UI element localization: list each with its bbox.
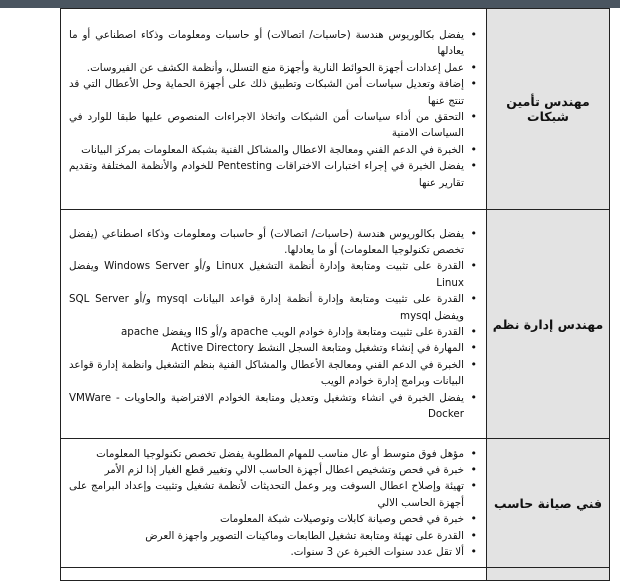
next-row-title-cell xyxy=(487,568,610,581)
list-item: • الخبرة في الدعم الفني ومعالجة الأعطال والمشاكل الفنية بنظم التشغيل وانظمة إدارة قواعد البيانات وبرامج إدارة خوادم الويب xyxy=(69,357,464,390)
requirements-cell xyxy=(61,210,487,439)
list-item: • يفضل بكالوريوس هندسة (حاسبات/ اتصالات) أو حاسبات ومعلومات وذكاء اصطناعي (يفضل تخصص تكنولوجيا المعلومات) أو ما يعادلها. xyxy=(69,226,464,259)
job-title-computer-maintenance: فني صيانة حاسب xyxy=(487,439,610,568)
list-item: • القدرة على تثبيت ومتابعة وإدارة خوادم الويب apache و/أو IIS ويفضل apache xyxy=(69,324,464,340)
table-row xyxy=(61,9,610,210)
list-item: • القدرة على تثبيت ومتابعة وإدارة أنظمة إدارة قواعد البيانات mysql و/أو SQL Server ويفضل mysql xyxy=(69,291,464,324)
table-row xyxy=(61,210,610,439)
list-item: • القدرة على تثبيت ومتابعة وإدارة أنظمة التشغيل Linux و/أو Windows Server ويفضل Linux xyxy=(69,258,464,291)
job-requirements-table xyxy=(60,8,610,581)
requirements-list xyxy=(69,446,480,561)
list-item: • مؤهل فوق متوسط أو عال مناسب للمهام المطلوبة يفضل تخصص تكنولوجيا المعلومات xyxy=(69,446,464,462)
list-item: • القدرة على تهيئة ومتابعة تشغيل الطابعات وماكينات التصوير واجهزة العرض xyxy=(69,528,464,544)
table-row xyxy=(61,439,610,568)
window-top-bar xyxy=(0,0,620,8)
table-row xyxy=(61,568,610,581)
requirements-cell xyxy=(61,9,487,210)
list-item: • يفضل الخبرة في إجراء اختبارات الاختراقات Pentesting للخوادم والأنظمة المختلفة وتقديم تقارير عنها xyxy=(69,158,464,191)
list-item: • إضافة وتعديل سياسات أمن الشبكات وتطبيق ذلك على أجهزة الحماية وحل الأعطال التي قد تنتج عنها xyxy=(69,76,464,109)
job-title-network-security: مهندس تأمين شبكات xyxy=(487,9,610,210)
requirements-cell xyxy=(61,439,487,568)
next-row-requirements-cell xyxy=(61,568,487,581)
list-item: • المهارة في إنشاء وتشغيل ومتابعة السجل النشط Active Directory xyxy=(69,340,464,356)
list-item: • الخبرة في الدعم الفني ومعالجة الاعطال والمشاكل الفنية بشبكة المعلومات بمركز البيانات xyxy=(69,142,464,158)
list-item: • يفضل بكالوريوس هندسة (حاسبات/ اتصالات) أو حاسبات ومعلومات وذكاء اصطناعي أو ما يعادلها xyxy=(69,27,464,60)
job-requirements-document xyxy=(60,8,610,581)
list-item: • عمل إعدادات أجهزة الحوائط النارية وأجهزة منع التسلل، وأنظمة الكشف عن الفيروسات. xyxy=(69,60,464,76)
job-title-systems-admin: مهندس إدارة نظم xyxy=(487,210,610,439)
list-item: • خبرة في فحص وتشخيص اعطال أجهزة الحاسب الالي وتغيير قطع الغيار إذا لزم الأمر xyxy=(69,462,464,478)
list-item: • ألا تقل عدد سنوات الخبرة عن 3 سنوات. xyxy=(69,544,464,560)
list-item: • التحقق من أداء سياسات أمن الشبكات واتخاذ الاجراءات المنصوص عليها طبقا للوارد في السياسات الامنية xyxy=(69,109,464,142)
requirements-list xyxy=(69,226,480,423)
requirements-list xyxy=(69,27,480,191)
list-item: • يفضل الخبرة في انشاء وتشغيل وتعديل ومتابعة الخوادم الافتراضية والحاويات VMWare -Docker xyxy=(69,390,464,423)
list-item: • خبرة في فحص وصيانة كابلات وتوصيلات شبكة المعلومات xyxy=(69,511,464,527)
list-item: • تهيئة وإصلاح اعطال السوفت وير وعمل التحديثات لأنظمة تشغيل وتثبيت وإعداد البرامج على أجهزة الحاسب الالي xyxy=(69,478,464,511)
